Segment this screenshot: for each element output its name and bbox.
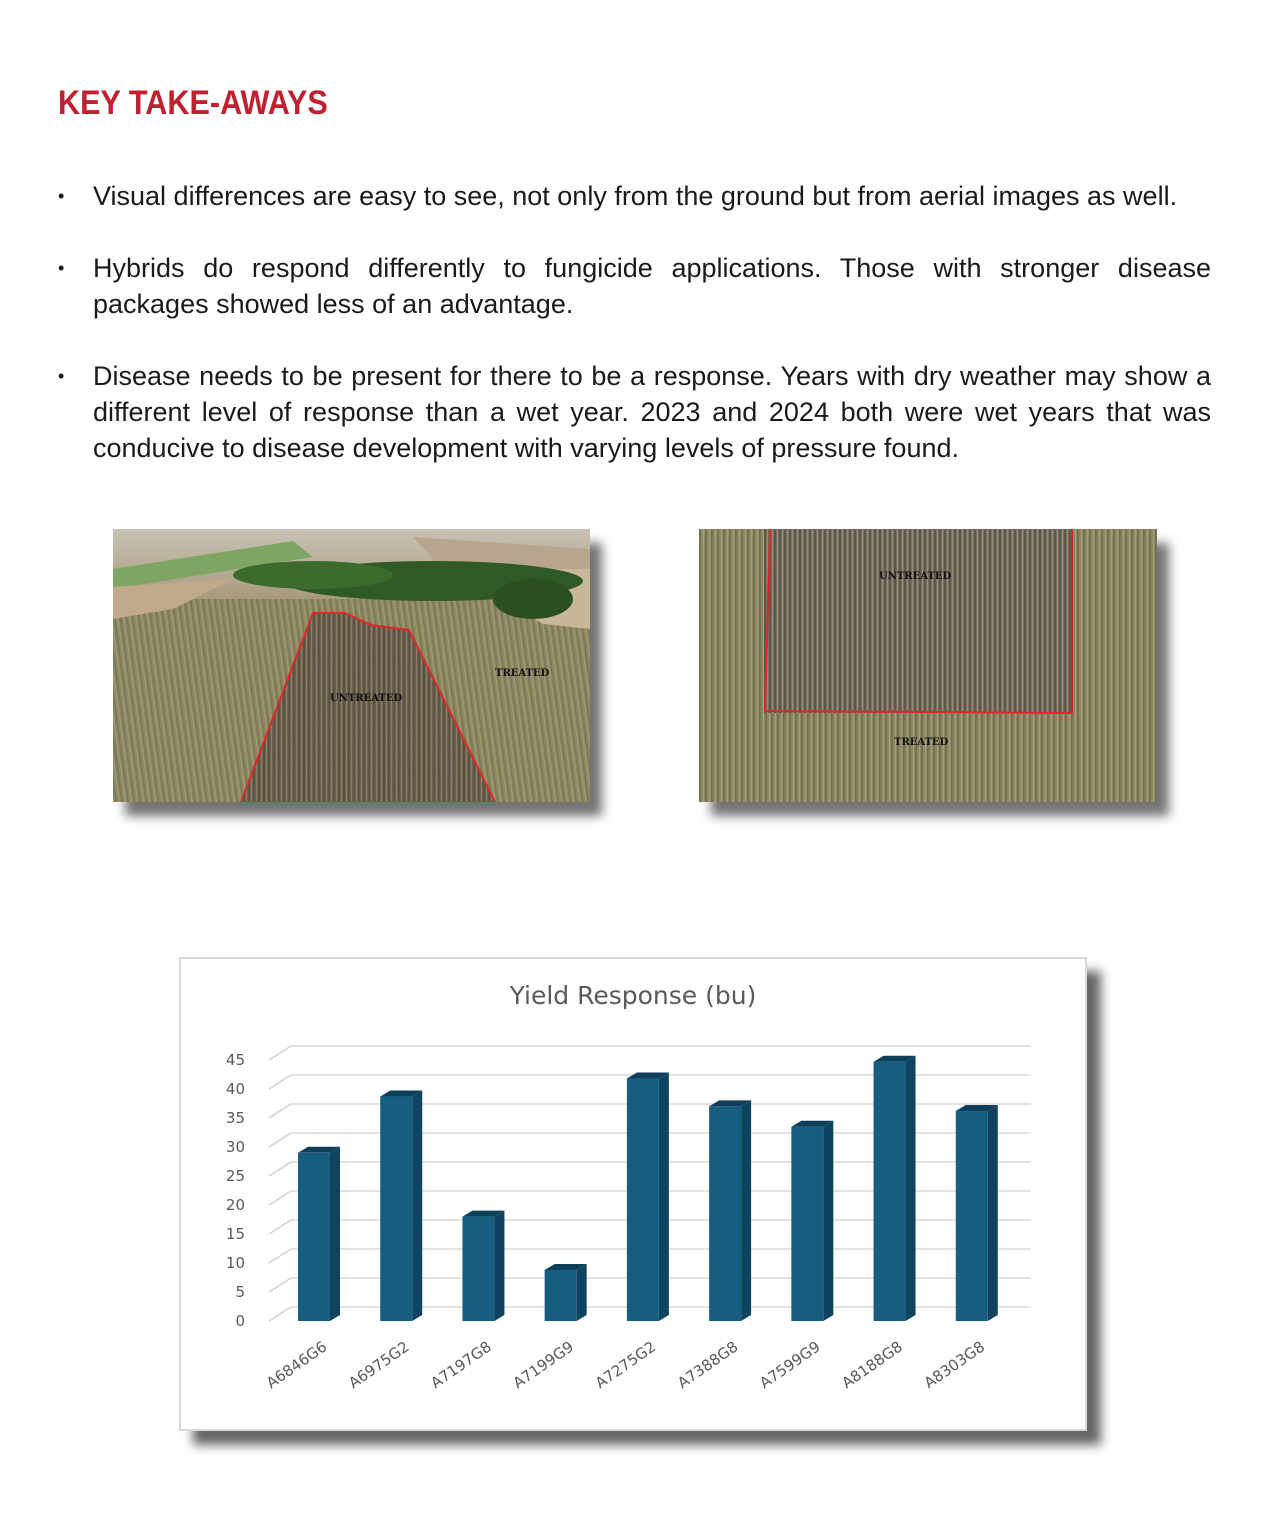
bar-front: [709, 1106, 741, 1321]
bar-side: [330, 1147, 340, 1321]
bar-side: [906, 1056, 916, 1321]
gridline-diag: [269, 1220, 291, 1234]
untreated-label: UNTREATED: [330, 693, 403, 704]
bar-front: [545, 1270, 577, 1321]
chart-x-labels: [263, 1338, 988, 1393]
x-category-label: A6846G6: [262, 1337, 331, 1393]
y-tick-label: 25: [225, 1167, 245, 1185]
bar-side: [823, 1121, 833, 1321]
bar-side: [659, 1073, 669, 1321]
y-tick-label: 30: [225, 1138, 245, 1156]
aerial-photo-oblique-graphic: [113, 529, 590, 802]
treated-label: TREATED: [894, 737, 949, 748]
bar-A8303G8: [956, 1105, 998, 1321]
bar-A7199G9: [545, 1264, 587, 1321]
x-category-label: A6975G2: [345, 1337, 413, 1393]
gridline-diag: [269, 1307, 291, 1321]
x-category-label: A7599G9: [756, 1337, 824, 1393]
gridline-diag: [269, 1133, 291, 1147]
yield-response-chart: [179, 957, 1087, 1431]
chart-title: Yield Response (bu): [509, 981, 757, 1010]
gridline-diag: [269, 1046, 291, 1060]
bullet-marker: •: [58, 258, 65, 278]
bar-front: [791, 1127, 823, 1321]
bar-front: [298, 1153, 330, 1321]
bar-A6975G2: [380, 1091, 422, 1321]
bar-front: [462, 1217, 494, 1321]
bar-A7599G9: [791, 1121, 833, 1321]
bar-front: [380, 1097, 412, 1321]
untreated-label: UNTREATED: [879, 571, 952, 582]
takeaways-list: [58, 178, 1211, 502]
x-category-label: A7275G2: [591, 1337, 660, 1393]
bullet-item: [58, 250, 1211, 322]
bar-side: [577, 1264, 587, 1321]
x-category-label: A7197G8: [427, 1337, 495, 1393]
x-category-label: A8188G8: [838, 1337, 906, 1393]
y-tick-label: 5: [235, 1283, 245, 1301]
aerial-photo-topdown-graphic: [699, 529, 1157, 802]
bullet-text: Hybrids do respond differently to fungicide applications. Those with stronger disease packages showed less of an advantage.: [93, 253, 1211, 319]
bar-A7275G2: [627, 1073, 669, 1321]
gridline-diag: [269, 1162, 291, 1176]
chart-y-ticks: [226, 1051, 245, 1330]
y-tick-label: 20: [225, 1196, 245, 1214]
chart-bars: [298, 1056, 998, 1321]
gridline-diag: [269, 1191, 291, 1205]
y-tick-label: 35: [225, 1109, 245, 1127]
bar-side: [988, 1105, 998, 1321]
gridline-diag: [269, 1075, 291, 1089]
bar-A8188G8: [874, 1056, 916, 1321]
chart-canvas: [181, 959, 1085, 1429]
bar-A7388G8: [709, 1100, 751, 1321]
bar-side: [494, 1211, 504, 1321]
gridline-diag: [269, 1104, 291, 1118]
bullet-text: Disease needs to be present for there to be a response. Years with dry weather may show a different level of response than a wet year. 2023 and 2024 both were wet years that was conducive to disease development with varying levels of pressure found.: [93, 361, 1211, 463]
treated-label: TREATED: [495, 668, 550, 679]
x-category-label: A8303G8: [920, 1337, 989, 1393]
aerial-photo-oblique: [113, 529, 590, 802]
bullet-marker: •: [58, 366, 65, 386]
y-tick-label: 45: [225, 1051, 245, 1069]
bar-front: [956, 1111, 988, 1321]
x-category-label: A7388G8: [674, 1337, 742, 1393]
bar-A7197G8: [462, 1211, 504, 1321]
y-tick-label: 15: [225, 1225, 245, 1243]
bar-front: [627, 1079, 659, 1321]
y-tick-label: 10: [225, 1254, 245, 1272]
bullet-item: [58, 178, 1211, 214]
y-tick-label: 40: [225, 1080, 245, 1098]
bullet-text: Visual differences are easy to see, not only from the ground but from aerial images as well.: [93, 181, 1178, 211]
aerial-photo-topdown: [699, 529, 1157, 802]
bar-side: [741, 1100, 751, 1321]
bar-front: [874, 1062, 906, 1321]
gridline-diag: [269, 1278, 291, 1292]
y-tick-label: 0: [235, 1312, 245, 1330]
bar-A6846G6: [298, 1147, 340, 1321]
gridline-diag: [269, 1249, 291, 1263]
bar-side: [412, 1091, 422, 1321]
bullet-item: [58, 358, 1211, 466]
bullet-marker: •: [58, 186, 65, 206]
x-category-label: A7199G9: [509, 1337, 577, 1393]
page-heading: KEY TAKE-AWAYS: [58, 84, 328, 122]
